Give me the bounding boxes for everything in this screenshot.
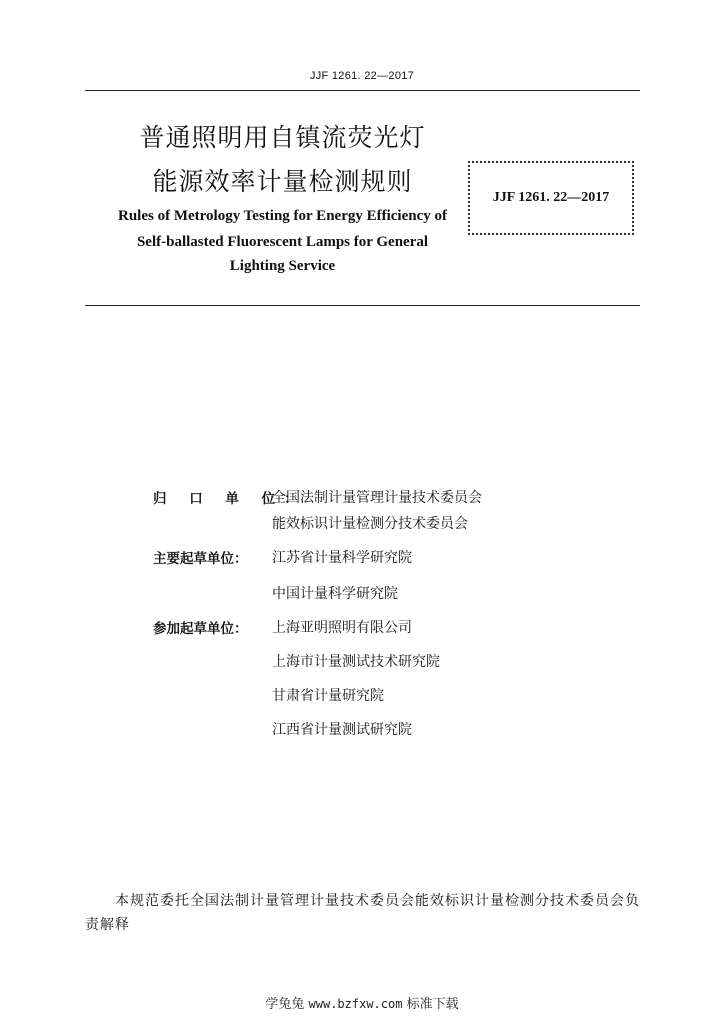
standard-code-box bbox=[468, 161, 634, 235]
header-rule bbox=[85, 90, 640, 91]
responsible-unit-label: 归 口 单 位： bbox=[153, 491, 307, 507]
participating-drafters-label: 参加起草单位： bbox=[153, 621, 248, 637]
interpretation-statement-text: 本规范委托全国法制计量管理计量技术委员会能效标识计量检测分技术委员会负责解释 bbox=[85, 893, 640, 933]
main-drafter-1: 江苏省计量科学研究院 bbox=[272, 550, 412, 566]
title-section-rule bbox=[85, 305, 640, 306]
standard-code-box-text: JJF 1261. 22—2017 bbox=[492, 190, 610, 205]
watermark-site-name: 学兔兔 bbox=[265, 997, 305, 1012]
title-en-line1: Rules of Metrology Testing for Energy Efficiency of bbox=[118, 208, 447, 224]
header-standard-code: JJF 1261. 22—2017 bbox=[309, 70, 415, 82]
participating-drafter-1: 上海亚明照明有限公司 bbox=[272, 620, 412, 636]
title-cn-line2: 能源效率计量检测规则 bbox=[152, 167, 413, 196]
watermark-url[interactable]: www.bzfxw.com bbox=[308, 997, 403, 1011]
watermark-tagline: 标准下载 bbox=[406, 997, 459, 1012]
participating-drafter-3: 甘肃省计量研究院 bbox=[272, 688, 384, 704]
main-drafter-2: 中国计量科学研究院 bbox=[272, 586, 398, 602]
title-cn-line1: 普通照明用自镇流荧光灯 bbox=[139, 123, 426, 152]
participating-drafter-4: 江西省计量测试研究院 bbox=[272, 722, 412, 738]
participating-drafter-2: 上海市计量测试技术研究院 bbox=[272, 654, 440, 670]
watermark bbox=[0, 993, 724, 1012]
title-en-line3: Lighting Service bbox=[229, 258, 336, 274]
responsible-unit-value-1: 全国法制计量管理计量技术委员会 bbox=[272, 490, 482, 506]
title-en-line2: Self-ballasted Fluorescent Lamps for General bbox=[136, 234, 429, 250]
responsible-unit-value-2: 能效标识计量检测分技术委员会 bbox=[272, 516, 468, 532]
interpretation-statement bbox=[85, 889, 640, 937]
main-drafters-label: 主要起草单位： bbox=[153, 551, 248, 567]
